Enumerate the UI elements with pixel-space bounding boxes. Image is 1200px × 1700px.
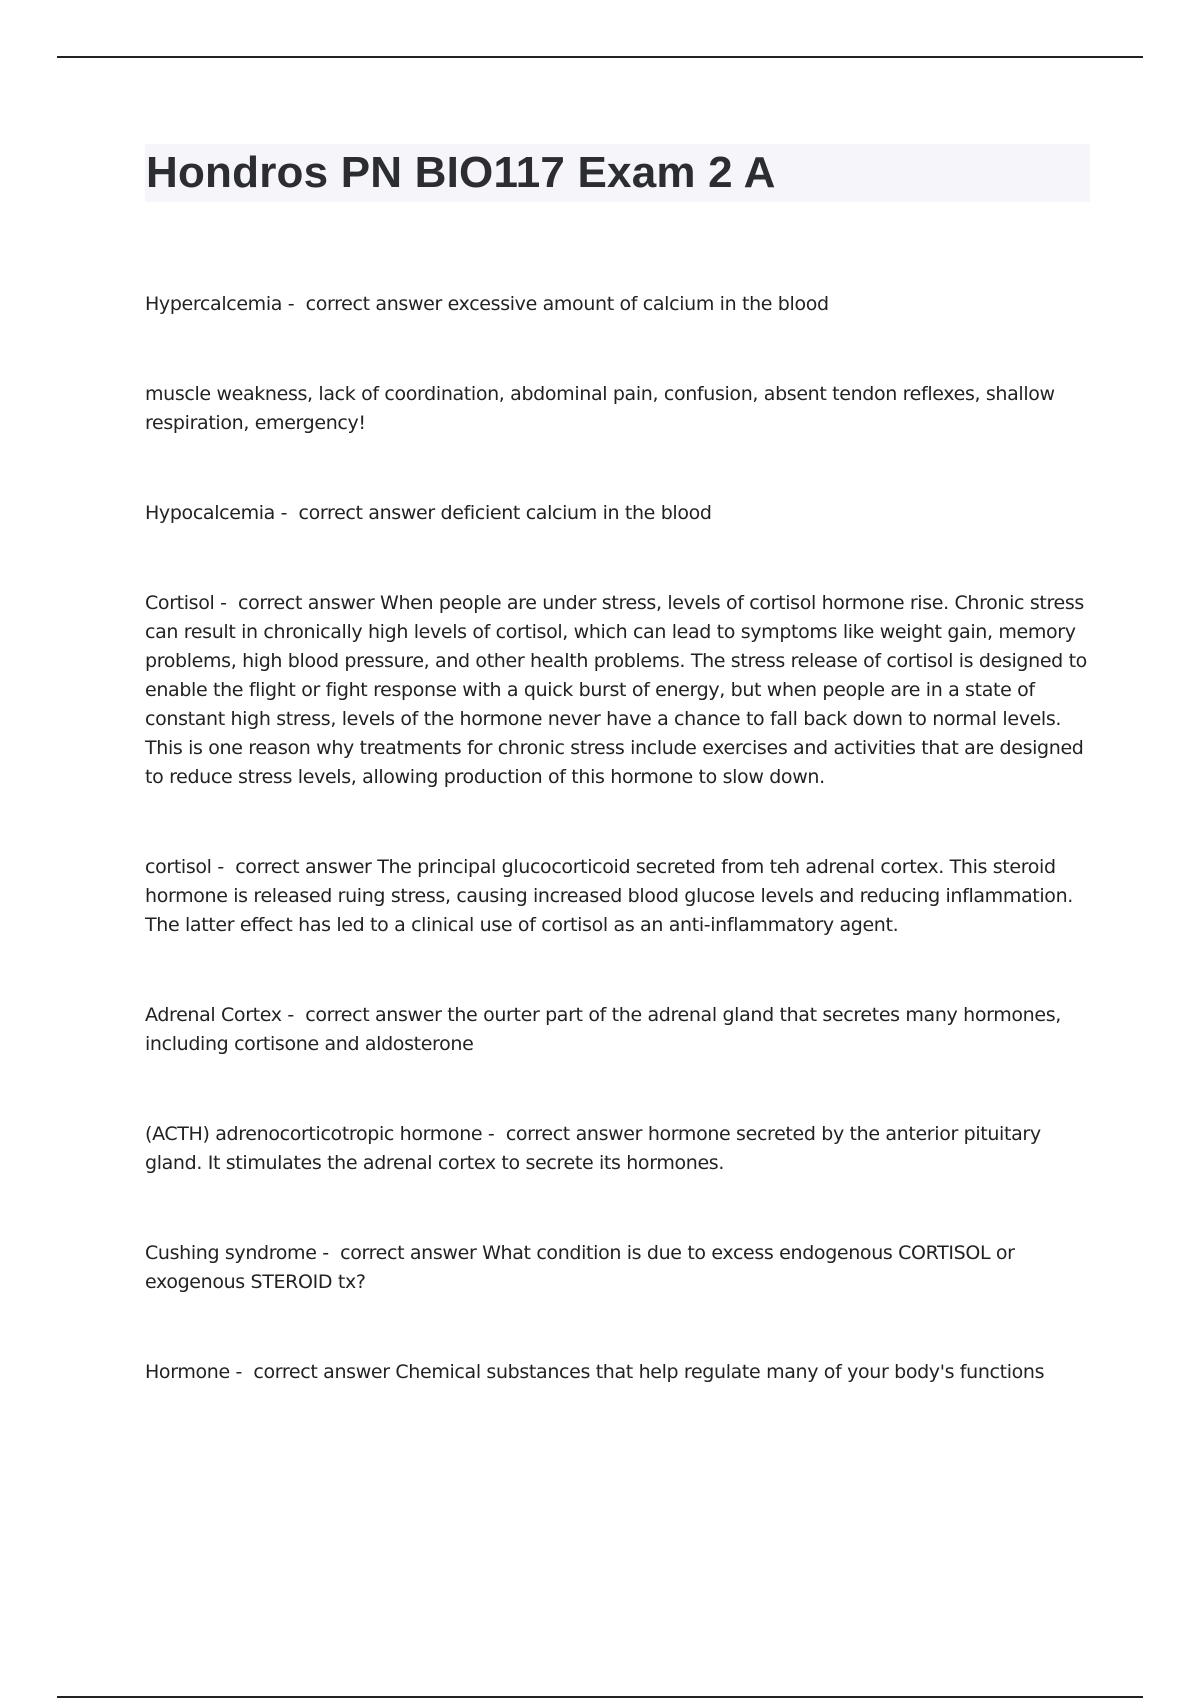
flashcard-entry — [145, 589, 1095, 792]
entry-separator: - — [229, 1361, 254, 1383]
entry-term: Adrenal Cortex — [145, 1004, 282, 1026]
entry-term: Hypercalcemia — [145, 293, 283, 315]
document-title: Hondros PN BIO117 Exam 2 A — [146, 148, 776, 197]
flashcard-list — [145, 290, 1095, 1448]
entry-answer: The principal glucocorticoid secreted from teh adrenal cortex. This steroid hormone is released ruing stress, causing increased blood glucose levels and reducing inflammation. The latter effect has led to a clinical use of cortisol as an anti-inflammatory agent. — [145, 856, 1073, 936]
flashcard-entry — [145, 1120, 1095, 1178]
flashcard-entry — [145, 853, 1095, 940]
flashcard-entry — [145, 499, 1095, 528]
flashcard-entry — [145, 290, 1095, 319]
entry-label: correct answer — [305, 293, 442, 315]
entry-separator: - — [282, 293, 306, 315]
entry-term: cortisol — [145, 856, 212, 878]
entry-answer: When people are under stress, levels of cortisol hormone rise. Chronic stress can result in chronically high levels of cortisol, which can lead to symptoms like weight gain, memory problems, high blood pressure, and other health problems. The stress release of cortisol is designed to enable the flight or fight response with a quick burst of energy, but when people are in a state of constant high stress, levels of the hormone never have a chance to fall back down to normal levels. This is one reason why treatments for chronic stress include exercises and activities that are designed to reduce stress levels, allowing production of this hormone to slow down. — [145, 592, 1087, 788]
entry-term: Hormone — [145, 1361, 230, 1383]
entry-term: (ACTH) adrenocorticotropic hormone — [145, 1123, 483, 1145]
flashcard-entry — [145, 1358, 1095, 1387]
entry-answer: excessive amount of calcium in the blood — [447, 293, 829, 315]
entry-term: Hypocalcemia — [145, 502, 275, 524]
entry-label: correct answer — [505, 1123, 643, 1145]
entry-label: correct answer — [340, 1242, 477, 1264]
entry-label: correct answer — [235, 856, 372, 878]
entry-term: Cortisol — [145, 592, 215, 614]
header-rule — [57, 56, 1143, 58]
entry-label: correct answer — [305, 1004, 442, 1026]
flashcard-entry — [145, 1239, 1095, 1297]
entry-label: correct answer — [253, 1361, 390, 1383]
entry-separator: - — [482, 1123, 506, 1145]
entry-label: correct answer — [238, 592, 375, 614]
entry-answer: the ourter part of the adrenal gland that secretes many hormones, including cortisone and aldosterone — [145, 1004, 1061, 1055]
entry-separator: - — [214, 592, 239, 614]
entry-answer: deficient calcium in the blood — [440, 502, 712, 524]
entry-answer: hormone secreted by the anterior pituitary gland. It stimulates the adrenal cortex to secrete its hormones. — [145, 1123, 1041, 1174]
entry-term: Cushing syndrome — [145, 1242, 317, 1264]
entry-answer: What condition is due to excess endogenous CORTISOL or exogenous STEROID tx? — [145, 1242, 1015, 1293]
entry-separator: - — [211, 856, 236, 878]
entry-separator: - — [274, 502, 299, 524]
footer-rule — [57, 1696, 1143, 1698]
entry-separator: - — [316, 1242, 341, 1264]
flashcard-entry — [145, 380, 1095, 438]
flashcard-entry — [145, 1001, 1095, 1059]
entry-label: correct answer — [298, 502, 435, 524]
entry-separator: - — [281, 1004, 306, 1026]
entry-answer: Chemical substances that help regulate many of your body's functions — [395, 1361, 1045, 1383]
entry-text: muscle weakness, lack of coordination, abdominal pain, confusion, absent tendon reflexes, shallow respiration, emergency! — [145, 383, 1055, 434]
